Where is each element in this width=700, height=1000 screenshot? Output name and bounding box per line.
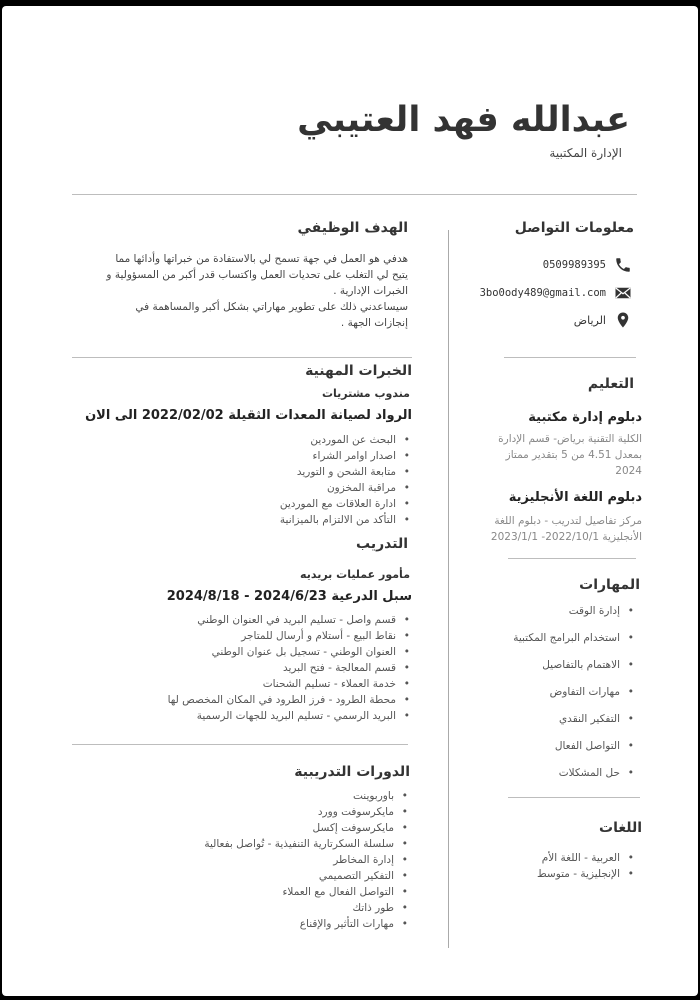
- education-item-1: [452, 410, 642, 479]
- training-item: • خدمة العملاء - تسليم الشحنات: [72, 676, 412, 692]
- experience-item: • التأكد من الالتزام بالميزانية: [112, 512, 412, 528]
- courses-heading: الدورات التدريبية: [294, 764, 410, 780]
- experience-list: [112, 432, 412, 528]
- training-item: • العنوان الوطني - تسجيل بل عنوان الوطني: [72, 644, 412, 660]
- objective-line: هدفي هو العمل في جهة تسمح لي بالاستفادة من خبراتها وأدائها مما: [115, 253, 408, 265]
- skills-list: [436, 598, 636, 787]
- experience-item: • البحث عن الموردين: [112, 432, 412, 448]
- course-item: • طور ذاتك: [70, 900, 410, 916]
- contact-divider: [504, 357, 636, 358]
- skill-item: • التواصل الفعال: [436, 733, 636, 760]
- objective-heading: الهدف الوظيفي: [297, 220, 408, 236]
- skills-divider: [508, 797, 640, 798]
- skill-item: • التفكير النقدي: [436, 706, 636, 733]
- skill-item: • حل المشكلات: [436, 760, 636, 787]
- experience-item: • مراقبة المخزون: [112, 480, 412, 496]
- courses-list: [70, 788, 410, 932]
- location-text: الرياض: [573, 313, 606, 327]
- training-item: • قسم واصل - تسليم البريد في العنوان الوطني: [72, 612, 412, 628]
- resume-page: [2, 6, 698, 996]
- training-item: • نقاط البيع - أستلام و أرسال للمتاجر: [72, 628, 412, 644]
- training-company: سبل الدرعية 2024/6/23 - 2024/8/18: [166, 589, 412, 604]
- course-item: • إدارة المخاطر: [70, 852, 410, 868]
- contact-email: [480, 283, 632, 303]
- education-detail: بمعدل 4.51 من 5 بتقدير ممتاز: [505, 449, 642, 461]
- training-item: • قسم المعالجة - فتح البريد: [72, 660, 412, 676]
- education-degree: دبلوم إدارة مكتبية: [528, 410, 642, 425]
- location-pin-icon: [614, 311, 632, 329]
- experience-item: • متابعة الشحن و التوريد: [112, 464, 412, 480]
- skill-item: • استخدام البرامج المكتبية: [436, 625, 636, 652]
- training-role: مأمور عمليات بريديه: [300, 568, 410, 581]
- objective-line: الخبرات الإدارية .: [333, 285, 408, 297]
- contact-heading: معلومات التواصل: [514, 220, 634, 236]
- column-divider: [448, 230, 449, 948]
- contact-location: [574, 310, 632, 330]
- email-text[interactable]: 3bo0ody489@gmail.com: [479, 287, 606, 299]
- job-title: الإدارة المكتبية: [549, 146, 622, 160]
- objective-line: يتيح لي التغلب على تحديات العمل واكتساب قدر أكبر من المسؤولية و: [106, 269, 408, 281]
- person-name: عبدالله فهد العتيبي: [297, 100, 630, 140]
- course-item: • مايكرسوفت إكسل: [70, 820, 410, 836]
- experience-item: • ادارة العلاقات مع الموردين: [112, 496, 412, 512]
- education-detail: مركز تفاصيل لتدريب - دبلوم اللغة: [494, 515, 642, 527]
- phone-text[interactable]: 0509989395: [542, 259, 606, 271]
- education-detail: الكلية التقنية برياض- قسم الإدارة: [498, 433, 642, 445]
- skill-item: • مهارات التفاوض: [436, 679, 636, 706]
- training-item: • البريد الرسمي - تسليم البريد للجهات الرسمية: [72, 708, 412, 724]
- course-item: • مهارات التأثير والإقناع: [70, 916, 410, 932]
- course-item: • باوربوينت: [70, 788, 410, 804]
- header-divider: [72, 194, 637, 195]
- skills-heading: المهارات: [579, 577, 640, 593]
- language-item: • الإنجليزية - متوسط: [436, 866, 636, 882]
- skill-item: • إدارة الوقت: [436, 598, 636, 625]
- objective-divider: [72, 357, 412, 358]
- education-heading: التعليم: [587, 376, 634, 392]
- languages-heading: اللغات: [599, 820, 642, 836]
- education-item-2: [452, 490, 642, 545]
- objective-text: [68, 251, 408, 331]
- objective-line: سيساعدني ذلك على تطوير مهاراتي بشكل أكبر والمساهمة في: [135, 301, 408, 313]
- experience-heading: الخبرات المهنية: [305, 363, 412, 379]
- mail-icon: [614, 284, 632, 302]
- phone-icon: [614, 256, 632, 274]
- education-divider: [508, 558, 636, 559]
- training-list: [72, 612, 412, 724]
- training-heading: التدريب: [356, 536, 408, 552]
- skill-item: • الاهتمام بالتفاصيل: [436, 652, 636, 679]
- languages-list: [436, 850, 636, 882]
- language-item: • العربية - اللغة الأم: [436, 850, 636, 866]
- course-item: • مايكرسوفت وورد: [70, 804, 410, 820]
- course-item: • التواصل الفعال مع العملاء: [70, 884, 410, 900]
- training-item: • محطة الطرود - فرز الطرود في المكان المخصص لها: [72, 692, 412, 708]
- contact-phone: [543, 255, 632, 275]
- course-item: • التفكير التصميمي: [70, 868, 410, 884]
- education-detail: الأنجليزية 2022/10/1- 2023/1/1: [490, 531, 642, 543]
- experience-item: • اصدار اوامر الشراء: [112, 448, 412, 464]
- education-degree: دبلوم اللغة الأنجليزية: [508, 490, 642, 505]
- training-divider: [72, 744, 408, 745]
- objective-line: إنجازات الجهة .: [340, 317, 408, 329]
- experience-company: الرواد لصيانة المعدات الثقيلة 2022/02/02 الى الان: [85, 408, 412, 423]
- course-item: • سلسلة السكرتارية التنفيذية - تُواصل بفعالية: [70, 836, 410, 852]
- experience-role: مندوب مشتريات: [321, 387, 410, 400]
- education-detail: 2024: [615, 465, 642, 477]
